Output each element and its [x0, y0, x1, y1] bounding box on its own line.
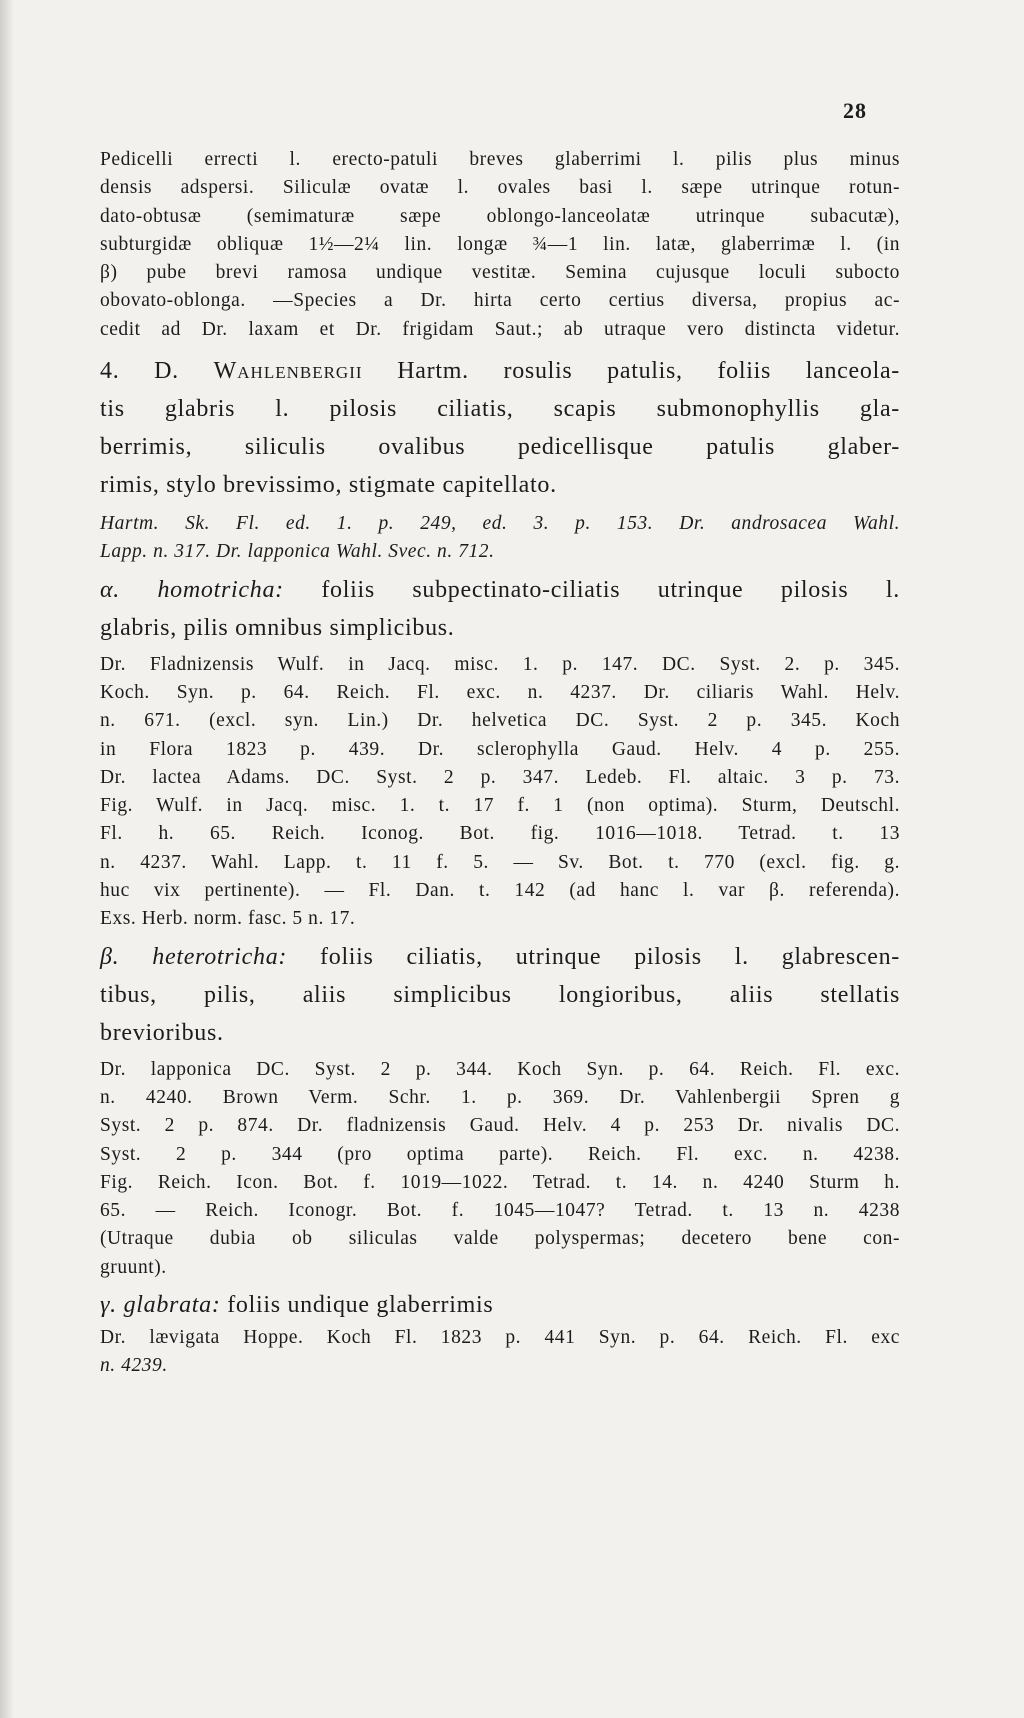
variety-name: heterotricha:	[152, 943, 288, 970]
text-line: dato-obtusæ (semimaturæ sæpe oblongo-lanceolatæ utrinque subacutæ),	[100, 205, 900, 227]
variety-letter: γ.	[100, 1292, 117, 1319]
variety-diagnosis: foliis undique glaberrimis	[227, 1292, 494, 1319]
figure-reference-line: n. 4237. Wahl. Lapp. t. 11 f. 5. — Sv. Bot. t. 770 (excl. fig. g.	[100, 851, 900, 873]
text-line: densis adspersi. Siliculæ ovatæ l. ovales basi l. sæpe utrinque rotun-	[100, 177, 900, 199]
synonym-line: n. 4240. Brown Verm. Schr. 1. p. 369. Dr. Vahlenbergii Spren g	[100, 1086, 900, 1108]
text-line: β) pube brevi ramosa undique vestitæ. Semina cujusque loculi subocto	[100, 262, 900, 284]
figure-reference-line: Fig. Wulf. in Jacq. misc. 1. t. 17 f. 1 (non optima). Sturm, Deutschl.	[100, 795, 900, 817]
figure-reference-line: 65. — Reich. Iconogr. Bot. f. 1045—1047? Tetrad. t. 13 n. 4238	[100, 1200, 900, 1222]
page-edge-shadow	[0, 0, 14, 1718]
text-line: subturgidæ obliquæ 1½—2¼ lin. longæ ¾—1 lin. latæ, glaberrimæ l. (in	[100, 233, 900, 255]
synonym-line: Koch. Syn. p. 64. Reich. Fl. exc. n. 4237. Dr. ciliaris Wahl. Helv.	[100, 681, 900, 703]
variety-heading-line	[100, 938, 900, 976]
variety-alpha	[100, 571, 900, 934]
species-author: Hartm.	[397, 358, 469, 385]
species-diagnosis-start: rosulis patulis, foliis lanceola-	[503, 358, 900, 385]
variety-diagnosis-line: brevioribus.	[100, 1019, 224, 1046]
page-number: 28	[843, 98, 867, 123]
note-line: (Utraque dubia ob siliculas valde polyspermas; decetero bene con-	[100, 1228, 900, 1250]
species-diagnosis-line: rimis, stylo brevissimo, stigmate capitellato.	[100, 472, 557, 499]
species-name: Wahlenbergii	[213, 358, 363, 385]
species-diagnosis-line: tis glabris l. pilosis ciliatis, scapis submonophyllis gla-	[100, 396, 900, 423]
variety-diagnosis: foliis ciliatis, utrinque pilosis l. glabrescen-	[320, 943, 900, 970]
text-line: Pedicelli errecti l. erecto-patuli breves glaberrimi l. pilis plus minus	[100, 149, 900, 170]
variety-heading-line	[100, 571, 900, 609]
variety-beta	[100, 938, 900, 1282]
synonym-line: Dr. Fladnizensis Wulf. in Jacq. misc. 1. p. 147. DC. Syst. 2. p. 345.	[100, 653, 900, 675]
species-description	[100, 352, 900, 504]
variety-synonyms	[100, 1056, 900, 1282]
variety-letter: α.	[100, 576, 120, 603]
synonym-line: Dr. lævigata Hoppe. Koch Fl. 1823 p. 441 Syn. p. 64. Reich. Fl. exc	[100, 1327, 900, 1349]
synonym-line: Dr. lapponica DC. Syst. 2 p. 344. Koch Syn. p. 64. Reich. Fl. exc.	[100, 1058, 900, 1080]
synonym-line: n. 671. (excl. syn. Lin.) Dr. helvetica DC. Syst. 2 p. 345. Koch	[100, 710, 900, 732]
variety-diagnosis-line: tibus, pilis, aliis simplicibus longioribus, aliis stellatis	[100, 981, 900, 1008]
figure-reference-line: huc vix pertinente). — Fl. Dan. t. 142 (ad hanc l. var β. referenda).	[100, 880, 900, 902]
species-genus: D.	[154, 358, 179, 385]
synonym-line: Lapp. n. 317. Dr. lapponica Wahl. Svec. n. 712.	[100, 541, 495, 563]
variety-synonyms	[100, 651, 900, 934]
exsiccata-line: Exs. Herb. norm. fasc. 5 n. 17.	[100, 908, 356, 930]
variety-name: homotricha:	[157, 576, 284, 603]
figure-reference-line: Fl. h. 65. Reich. Iconog. Bot. fig. 1016—1018. Tetrad. t. 13	[100, 823, 900, 845]
variety-heading-line	[100, 1286, 900, 1324]
text-line: cedit ad Dr. laxam et Dr. frigidam Saut.; ab utraque vero distincta videtur.	[100, 318, 900, 340]
species-heading-line	[100, 352, 900, 390]
synonym-line: Hartm. Sk. Fl. ed. 1. p. 249, ed. 3. p. 153. Dr. androsacea Wahl.	[100, 513, 900, 535]
synonym-line: Dr. lactea Adams. DC. Syst. 2 p. 347. Ledeb. Fl. altaic. 3 p. 73.	[100, 766, 900, 788]
synonym-line: n. 4239.	[100, 1355, 168, 1377]
note-line: gruunt).	[100, 1256, 167, 1278]
text-line: obovato-oblonga. —Species a Dr. hirta certo certius diversa, propius ac-	[100, 290, 900, 312]
figure-reference-line: Fig. Reich. Icon. Bot. f. 1019—1022. Tetrad. t. 14. n. 4240 Sturm h.	[100, 1171, 900, 1193]
synonym-line: Syst. 2 p. 344 (pro optima parte). Reich. Fl. exc. n. 4238.	[100, 1143, 900, 1165]
variety-name: glabrata:	[123, 1292, 221, 1319]
species-synonyms	[100, 510, 900, 567]
species-number: 4.	[100, 358, 120, 385]
text-column	[100, 146, 900, 1381]
synonym-line: in Flora 1823 p. 439. Dr. sclerophylla Gaud. Helv. 4 p. 255.	[100, 738, 900, 760]
synonym-line: Syst. 2 p. 874. Dr. fladnizensis Gaud. Helv. 4 p. 253 Dr. nivalis DC.	[100, 1115, 900, 1137]
variety-diagnosis: foliis subpectinato-ciliatis utrinque pilosis l.	[321, 576, 900, 603]
species-diagnosis-line: berrimis, siliculis ovalibus pedicellisque patulis glaber-	[100, 434, 900, 461]
variety-diagnosis-line: glabris, pilis omnibus simplicibus.	[100, 614, 455, 641]
description-paragraph	[100, 146, 900, 344]
variety-letter: β.	[100, 943, 120, 970]
variety-gamma	[100, 1286, 900, 1381]
